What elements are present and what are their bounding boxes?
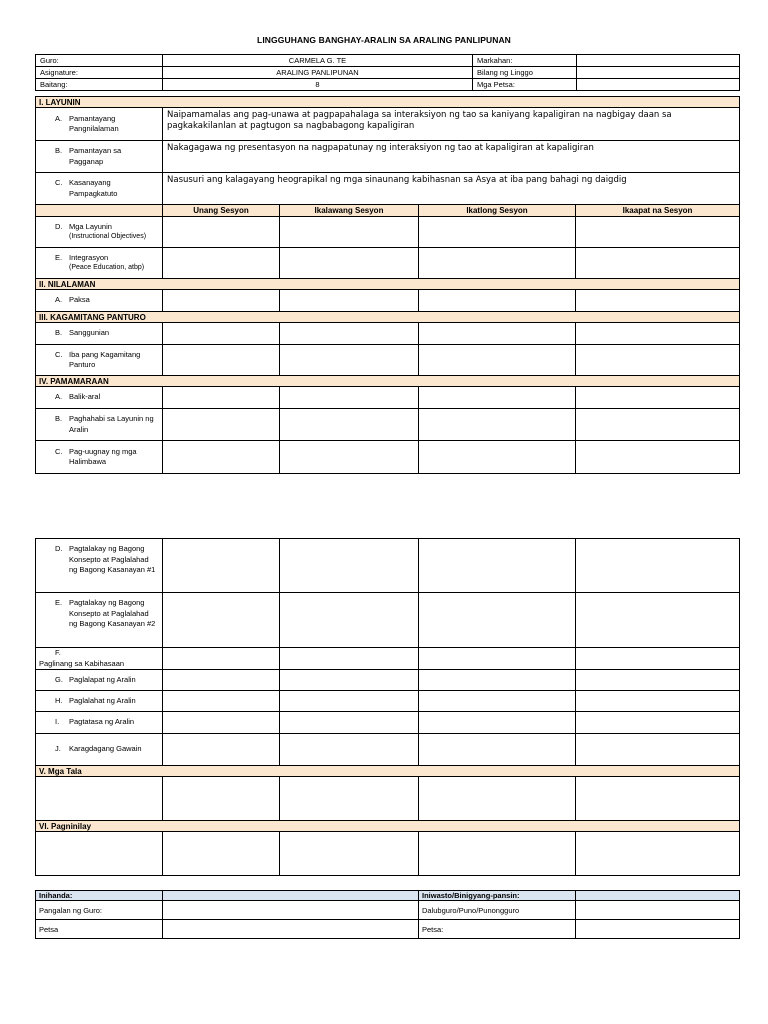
karagdagang-gawain-label: Karagdagang Gawain [69,744,142,754]
cell-pagtatasa-2[interactable] [280,712,419,734]
petsa-left-label: Petsa [36,920,163,939]
cell-pagtalakay1-2[interactable] [280,539,419,593]
cell-kagamitan-3[interactable] [419,345,576,376]
cell-paghahabi-1[interactable] [163,409,280,441]
iniwasto-blank [576,891,740,901]
pamantayan-sa-pagganap-label: Pamantayan sa Pagganap [69,146,122,166]
paglinang-label: Paglinang sa Kabihasaan [39,658,125,668]
cell-pagtatasa-3[interactable] [419,712,576,734]
pangalan-guro-label: Pangalan ng Guro: [36,901,163,920]
pamantayan-sa-pagganap-text[interactable]: Nakagagawa ng presentasyon na nagpapatunay ng interaksiyon ng tao at kapaligiran at kapaligiran [163,141,740,173]
cell-paglalapat-3[interactable] [419,670,576,691]
session-header-2: Ikalawang Sesyon [280,205,419,217]
session-header-4: Ikaapat na Sesyon [576,205,740,217]
letter-e: E. [55,598,63,607]
mga-layunin-label: Mga Layunin [69,221,112,231]
cell-pag-uugnay-4[interactable] [576,441,740,474]
cell-paglinang-4[interactable] [576,648,740,670]
cell-integrasyon-4[interactable] [576,248,740,279]
letter-d: D. [55,221,63,231]
cell-paglinang-1[interactable] [163,648,280,670]
letter-c: C. [55,349,63,359]
letter-d: D. [55,544,63,553]
cell-pagtalakay2-4[interactable] [576,593,740,648]
cell-layunin-3[interactable] [419,217,576,248]
cell-tala-0[interactable] [36,777,163,821]
cell-paglinang-3[interactable] [419,648,576,670]
cell-pagtalakay2-3[interactable] [419,593,576,648]
petsa-right-label: Petsa: [419,920,576,939]
petsa-label: Mga Petsa: [473,79,577,91]
cell-pagtalakay2-2[interactable] [280,593,419,648]
paglalapat-label: Paglalapat ng Aralin [69,674,136,684]
integrasyon-label: Integrasyon [69,252,109,262]
kasanayang-pampagkatuto-text[interactable]: Nasusuri ang kalagayang heograpikal ng mga sinaunang kabihasnan sa Asya at iba pang bahagi ng daigdig [163,173,740,205]
cell-pagtalakay1-3[interactable] [419,539,576,593]
cell-tala-3[interactable] [419,777,576,821]
letter-a: A. [55,295,63,305]
cell-paglalapat-4[interactable] [576,670,740,691]
header-info-table [35,54,740,91]
cell-pagtalakay2-1[interactable] [163,593,280,648]
dalubguro-label: Dalubguro/Puno/Punongguro [419,901,576,920]
letter-b: B. [55,414,63,423]
letter-c: C. [55,446,63,456]
cell-tala-2[interactable] [280,777,419,821]
cell-paghahabi-4[interactable] [576,409,740,441]
cell-paglalahat-3[interactable] [419,691,576,712]
letter-j: J. [55,744,61,754]
section-pamamaraan: IV. PAMAMARAAN [36,376,740,387]
page-title: LINGGUHANG BANGHAY-ARALIN SA ARALING PANLIPUNAN [257,35,511,45]
cell-pag-uugnay-2[interactable] [280,441,419,474]
cell-balik-aral-3[interactable] [419,387,576,409]
letter-f: F. [55,648,61,657]
letter-e: E. [55,252,63,262]
cell-pagninilay-3[interactable] [419,832,576,876]
iba-pang-kagamitan-label: Iba pang Kagamitang Panturo [69,349,141,369]
cell-paksa-2[interactable] [280,290,419,312]
pamantayang-pangnilalaman-label: Pamantayang Pangnilalaman [69,113,119,133]
kasanayang-pampagkatuto-label: Kasanayang Pampagkatuto [69,178,118,198]
cell-layunin-1[interactable] [163,217,280,248]
cell-paksa-4[interactable] [576,290,740,312]
cell-paglalahat-4[interactable] [576,691,740,712]
baitang-label: Baitang: [36,79,163,91]
session-header-1: Unang Sesyon [163,205,280,217]
cell-balik-aral-4[interactable] [576,387,740,409]
cell-pagninilay-0[interactable] [36,832,163,876]
cell-pagninilay-1[interactable] [163,832,280,876]
cell-karagdagan-1[interactable] [163,734,280,766]
section-mga-tala: V. Mga Tala [36,766,740,777]
letter-h: H. [55,695,63,705]
cell-pagninilay-2[interactable] [280,832,419,876]
balik-aral-label: Balik-aral [69,392,101,402]
iniwasto-label: Iniwasto/Binigyang-pansin: [419,891,576,901]
pamantayang-pangnilalaman-text[interactable]: Naipamamalas ang pag-unawa at pagpapahalaga sa interaksiyon ng tao sa kaniyang kapaligiran na nagbigay daan sa pagkakakilanlan at pagtugon sa nagbabagong kapaligiran [163,108,740,141]
cell-paglalahat-2[interactable] [280,691,419,712]
section-kagamitan: III. KAGAMITANG PANTURO [36,312,740,323]
section-pagninilay: VI. Pagninilay [36,821,740,832]
cell-paglinang-2[interactable] [280,648,419,670]
baitang-value[interactable]: 8 [163,79,473,91]
letter-b: B. [55,146,63,155]
cell-pag-uugnay-1[interactable] [163,441,280,474]
letter-c: C. [55,178,63,187]
cell-kagamitan-2[interactable] [280,345,419,376]
letter-a: A. [55,113,63,123]
cell-pagninilay-4[interactable] [576,832,740,876]
lesson-plan-table-2 [35,538,740,876]
cell-kagamitan-1[interactable] [163,345,280,376]
cell-paglalapat-1[interactable] [163,670,280,691]
dalubguro-value[interactable] [576,901,740,920]
asignature-value[interactable]: ARALING PANLIPUNAN [163,67,473,79]
cell-pag-uugnay-3[interactable] [419,441,576,474]
integrasyon-sub: (Peace Education, atbp) [69,264,145,271]
letter-i: I. [55,717,60,727]
cell-layunin-4[interactable] [576,217,740,248]
cell-integrasyon-2[interactable] [280,248,419,279]
cell-tala-1[interactable] [163,777,280,821]
lesson-plan-table-1 [35,96,740,474]
pagtatasa-label: Pagtatasa ng Aralin [69,717,135,727]
cell-balik-aral-2[interactable] [280,387,419,409]
cell-pagtalakay1-4[interactable] [576,539,740,593]
cell-layunin-2[interactable] [280,217,419,248]
cell-karagdagan-3[interactable] [419,734,576,766]
session-header-blank [36,205,163,217]
mga-layunin-sub: (Instructional Objectives) [69,233,147,240]
cell-paksa-1[interactable] [163,290,280,312]
cell-pagtalakay1-1[interactable] [163,539,280,593]
paksa-label: Paksa [69,295,90,305]
cell-integrasyon-1[interactable] [163,248,280,279]
section-nilalaman: II. NILALAMAN [36,279,740,290]
session-header-3: Ikatlong Sesyon [419,205,576,217]
linggo-value[interactable] [577,67,740,79]
paglalahat-label: Paglalahat ng Aralin [69,695,136,705]
cell-paghahabi-2[interactable] [280,409,419,441]
signature-table [35,890,740,939]
pangalan-guro-value[interactable] [163,901,419,920]
paghahabi-label: Paghahabi sa Layunin ng Aralin [69,414,154,434]
cell-paghahabi-3[interactable] [419,409,576,441]
linggo-label: Bilang ng Linggo [473,67,577,79]
guro-value[interactable]: CARMELA G. TE [163,55,473,67]
cell-pagtatasa-1[interactable] [163,712,280,734]
petsa-left-value[interactable] [163,920,419,939]
letter-b: B. [55,328,63,338]
cell-sanggunian-2[interactable] [280,323,419,345]
cell-pagtatasa-4[interactable] [576,712,740,734]
inihanda-label: Inihanda: [36,891,163,901]
cell-tala-4[interactable] [576,777,740,821]
cell-sanggunian-3[interactable] [419,323,576,345]
pagtalakay-1-label: Pagtalakay ng Bagong Konsepto at Paglalahad ng Bagong Kasanayan #1 [69,544,156,574]
markahan-label: Markahan: [473,55,577,67]
section-layunin: I. LAYUNIN [36,97,740,108]
pag-uugnay-label: Pag-uugnay ng mga Halimbawa [69,446,137,466]
cell-paksa-3[interactable] [419,290,576,312]
petsa-value[interactable] [577,79,740,91]
petsa-right-value[interactable] [576,920,740,939]
cell-sanggunian-4[interactable] [576,323,740,345]
asignature-label: Asignature: [36,67,163,79]
markahan-value[interactable] [577,55,740,67]
cell-karagdagan-4[interactable] [576,734,740,766]
pagtalakay-2-label: Pagtalakay ng Bagong Konsepto at Paglalahad ng Bagong Kasanayan #2 [69,598,156,628]
sanggunian-label: Sanggunian [69,328,110,338]
letter-a: A. [55,392,63,402]
cell-paglalapat-2[interactable] [280,670,419,691]
cell-paglalahat-1[interactable] [163,691,280,712]
cell-sanggunian-1[interactable] [163,323,280,345]
letter-g: G. [55,674,63,684]
cell-integrasyon-3[interactable] [419,248,576,279]
guro-label: Guro: [36,55,163,67]
inihanda-blank [163,891,419,901]
cell-kagamitan-4[interactable] [576,345,740,376]
cell-karagdagan-2[interactable] [280,734,419,766]
cell-balik-aral-1[interactable] [163,387,280,409]
